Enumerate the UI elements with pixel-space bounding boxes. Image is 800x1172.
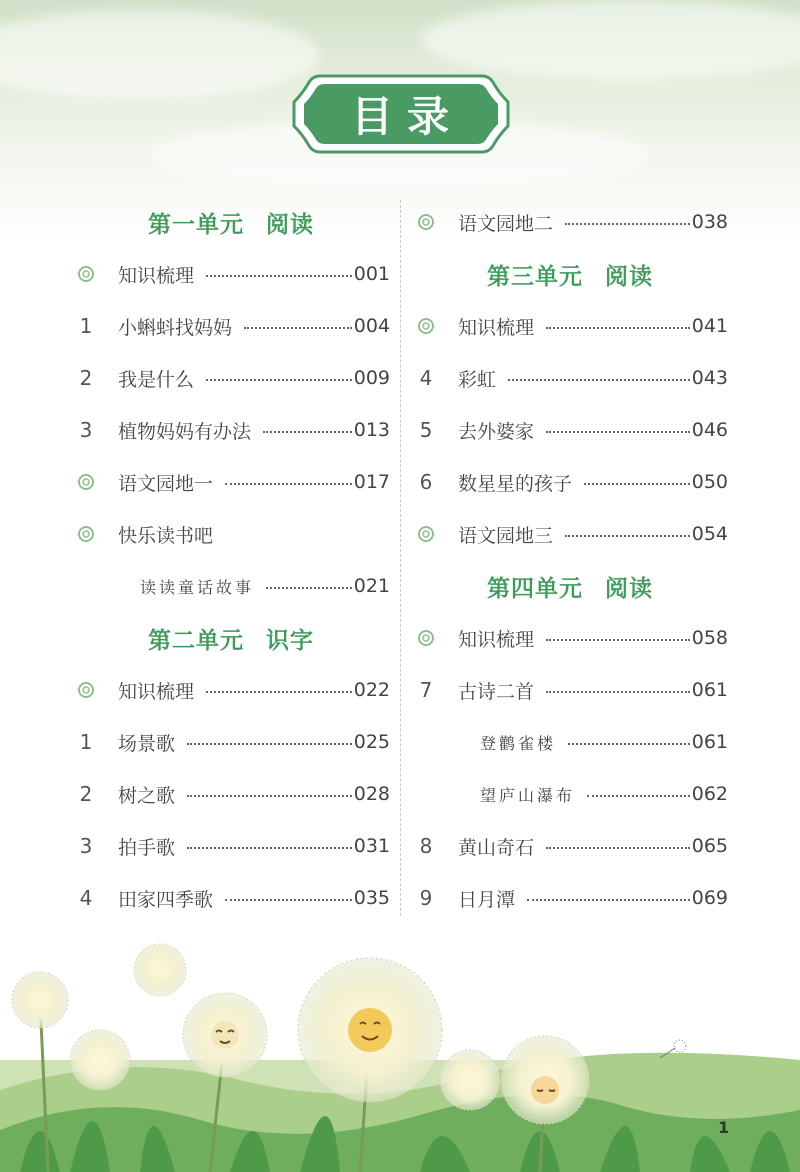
dot-leader bbox=[187, 847, 352, 849]
unit-title: 第三单元 bbox=[487, 263, 583, 290]
lesson-number: 1 bbox=[79, 314, 93, 338]
entry-title: 数星星的孩子 bbox=[458, 472, 573, 495]
page-ref: 065 bbox=[691, 835, 728, 857]
toc-entry[interactable] bbox=[72, 248, 390, 300]
page-ref: 050 bbox=[691, 471, 728, 493]
lesson-number: 6 bbox=[419, 470, 433, 494]
toc-entry[interactable] bbox=[72, 404, 390, 456]
dot-leader bbox=[187, 795, 352, 797]
page-ref: 009 bbox=[353, 367, 390, 389]
dot-leader bbox=[244, 327, 352, 329]
dot-leader bbox=[584, 483, 690, 485]
entry-title: 树之歌 bbox=[118, 784, 176, 807]
page-ref: 001 bbox=[353, 263, 390, 285]
page-ref: 069 bbox=[691, 887, 728, 909]
entry-title: 语文园地三 bbox=[458, 524, 554, 547]
toc-entry[interactable] bbox=[412, 872, 728, 924]
entry-title: 拍手歌 bbox=[118, 836, 176, 859]
toc-entry[interactable] bbox=[412, 508, 728, 560]
entry-title: 知识梳理 bbox=[118, 680, 195, 703]
toc-subentry[interactable] bbox=[412, 716, 728, 768]
circle-bullet-icon bbox=[417, 317, 435, 335]
dot-leader bbox=[546, 691, 690, 693]
entry-title: 古诗二首 bbox=[458, 680, 535, 703]
page-ref: 035 bbox=[353, 887, 390, 909]
dot-leader bbox=[263, 431, 352, 433]
dandelion-illustration bbox=[0, 940, 800, 1172]
page-ref: 022 bbox=[353, 679, 390, 701]
page-ref: 017 bbox=[353, 471, 390, 493]
bullet bbox=[72, 525, 100, 543]
dot-leader bbox=[206, 275, 352, 277]
entry-title: 望庐山瀑布 bbox=[480, 785, 576, 805]
dot-leader bbox=[587, 795, 690, 797]
toc-right-column bbox=[412, 196, 728, 924]
toc-entry[interactable] bbox=[412, 664, 728, 716]
circle-bullet-icon bbox=[77, 681, 95, 699]
toc-entry[interactable] bbox=[72, 872, 390, 924]
page-ref: 061 bbox=[691, 679, 728, 701]
unit-type: 识字 bbox=[266, 627, 314, 654]
circle-bullet-icon bbox=[417, 525, 435, 543]
entry-title: 读读童话故事 bbox=[140, 577, 255, 597]
entry-title: 小蝌蚪找妈妈 bbox=[118, 316, 233, 339]
lesson-number: 3 bbox=[79, 418, 93, 442]
entry-title: 快乐读书吧 bbox=[118, 524, 214, 547]
page-ref: 038 bbox=[691, 211, 728, 233]
dot-leader bbox=[266, 587, 352, 589]
bullet bbox=[412, 629, 440, 647]
dot-leader bbox=[546, 327, 690, 329]
page-ref: 004 bbox=[353, 315, 390, 337]
entry-title: 登鹳雀楼 bbox=[480, 733, 557, 753]
bullet bbox=[412, 213, 440, 231]
page-ref: 043 bbox=[691, 367, 728, 389]
unit-title: 第二单元 bbox=[148, 627, 244, 654]
toc-entry[interactable] bbox=[72, 352, 390, 404]
dot-leader bbox=[565, 535, 690, 537]
toc-entry[interactable] bbox=[412, 196, 728, 248]
lesson-number: 5 bbox=[419, 418, 433, 442]
dot-leader bbox=[546, 431, 690, 433]
page-ref: 021 bbox=[353, 575, 390, 597]
circle-bullet-icon bbox=[417, 629, 435, 647]
unit-heading bbox=[412, 248, 728, 300]
page-ref: 061 bbox=[691, 731, 728, 753]
toc-entry[interactable] bbox=[72, 716, 390, 768]
page-ref: 013 bbox=[353, 419, 390, 441]
toc-entry[interactable] bbox=[72, 300, 390, 352]
lesson-number: 2 bbox=[79, 782, 93, 806]
bullet bbox=[72, 265, 100, 283]
lesson-number: 8 bbox=[419, 834, 433, 858]
page-ref: 062 bbox=[691, 783, 728, 805]
lesson-number: 4 bbox=[79, 886, 93, 910]
lesson-number: 1 bbox=[79, 730, 93, 754]
entry-title: 语文园地二 bbox=[458, 212, 554, 235]
title-badge bbox=[290, 72, 512, 156]
bullet bbox=[72, 681, 100, 699]
unit-type: 阅读 bbox=[605, 263, 653, 290]
dot-leader bbox=[225, 899, 352, 901]
entry-title: 语文园地一 bbox=[118, 472, 214, 495]
unit-type: 阅读 bbox=[266, 211, 314, 238]
unit-heading bbox=[72, 196, 390, 248]
page-ref: 025 bbox=[353, 731, 390, 753]
toc-entry[interactable] bbox=[72, 664, 390, 716]
lesson-number: 4 bbox=[419, 366, 433, 390]
entry-title: 我是什么 bbox=[118, 368, 195, 391]
dot-leader bbox=[508, 379, 690, 381]
dot-leader bbox=[187, 743, 352, 745]
entry-title: 植物妈妈有办法 bbox=[118, 420, 252, 443]
toc-entry[interactable] bbox=[412, 612, 728, 664]
dot-leader bbox=[206, 691, 352, 693]
toc-entry[interactable] bbox=[72, 508, 390, 560]
bullet bbox=[72, 473, 100, 491]
page-ref: 046 bbox=[691, 419, 728, 441]
entry-title: 场景歌 bbox=[118, 732, 176, 755]
circle-bullet-icon bbox=[77, 473, 95, 491]
entry-title: 日月潭 bbox=[458, 888, 516, 911]
toc-entry[interactable] bbox=[412, 404, 728, 456]
column-divider bbox=[400, 200, 401, 916]
dot-leader bbox=[568, 743, 690, 745]
page-ref: 054 bbox=[691, 523, 728, 545]
toc-entry[interactable] bbox=[412, 820, 728, 872]
toc-subentry[interactable] bbox=[72, 560, 390, 612]
page-ref: 058 bbox=[691, 627, 728, 649]
circle-bullet-icon bbox=[417, 213, 435, 231]
toc-entry[interactable] bbox=[412, 352, 728, 404]
circle-bullet-icon bbox=[77, 265, 95, 283]
entry-title: 知识梳理 bbox=[458, 316, 535, 339]
unit-type: 阅读 bbox=[605, 575, 653, 602]
page-title: 目录 bbox=[350, 92, 463, 141]
toc-entry[interactable] bbox=[412, 456, 728, 508]
page-number: 1 bbox=[718, 1118, 730, 1137]
page-ref: 031 bbox=[353, 835, 390, 857]
lesson-number: 9 bbox=[419, 886, 433, 910]
dot-leader bbox=[527, 899, 690, 901]
toc-entry[interactable] bbox=[72, 456, 390, 508]
toc-left-column bbox=[72, 196, 390, 924]
circle-bullet-icon bbox=[77, 525, 95, 543]
entry-title: 去外婆家 bbox=[458, 420, 535, 443]
entry-title: 知识梳理 bbox=[118, 264, 195, 287]
entry-title: 田家四季歌 bbox=[118, 888, 214, 911]
dot-leader bbox=[225, 483, 352, 485]
unit-title: 第四单元 bbox=[487, 575, 583, 602]
unit-heading bbox=[72, 612, 390, 664]
dot-leader bbox=[546, 847, 690, 849]
lesson-number: 2 bbox=[79, 366, 93, 390]
toc-entry[interactable] bbox=[72, 768, 390, 820]
bullet bbox=[412, 317, 440, 335]
toc-entry[interactable] bbox=[72, 820, 390, 872]
lesson-number: 7 bbox=[419, 678, 433, 702]
page-ref: 028 bbox=[353, 783, 390, 805]
toc-entry[interactable] bbox=[412, 300, 728, 352]
page-ref: 041 bbox=[691, 315, 728, 337]
lesson-number: 3 bbox=[79, 834, 93, 858]
dot-leader bbox=[206, 379, 352, 381]
dot-leader bbox=[565, 223, 690, 225]
unit-heading bbox=[412, 560, 728, 612]
bullet bbox=[412, 525, 440, 543]
entry-title: 黄山奇石 bbox=[458, 836, 535, 859]
unit-title: 第一单元 bbox=[148, 211, 244, 238]
entry-title: 知识梳理 bbox=[458, 628, 535, 651]
dot-leader bbox=[546, 639, 690, 641]
toc-subentry[interactable] bbox=[412, 768, 728, 820]
entry-title: 彩虹 bbox=[458, 368, 497, 391]
